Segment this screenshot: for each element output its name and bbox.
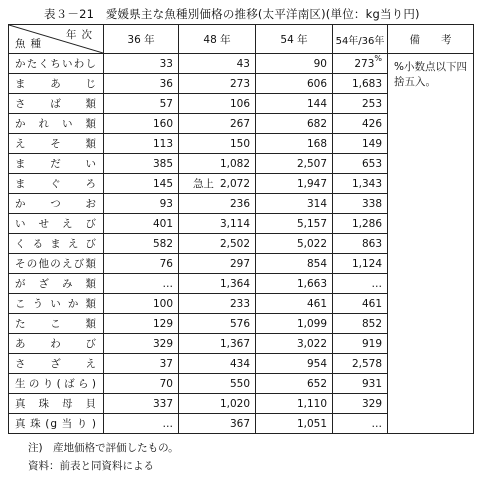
column-header-ratio: 54年/36年 bbox=[333, 25, 388, 54]
value-y54 bbox=[256, 254, 333, 274]
cell-value: 338 bbox=[361, 197, 382, 210]
species-name: 真珠母貝 bbox=[9, 394, 104, 414]
value-y48 bbox=[179, 254, 256, 274]
value-y48 bbox=[179, 54, 256, 74]
value-ratio bbox=[333, 194, 388, 214]
value-y54 bbox=[256, 134, 333, 154]
cell-value: 57 bbox=[159, 97, 173, 110]
value-ratio bbox=[333, 54, 388, 74]
value-ratio bbox=[333, 214, 388, 234]
cell-value: 273 bbox=[354, 57, 375, 70]
corner-header bbox=[9, 25, 104, 54]
cell-value: 100 bbox=[152, 297, 173, 310]
species-name: えそ類 bbox=[9, 134, 104, 154]
value-y36 bbox=[104, 254, 179, 274]
cell-value: 1,364 bbox=[219, 277, 250, 290]
value-y36 bbox=[104, 234, 179, 254]
cell-value: 329 bbox=[152, 337, 173, 350]
price-table bbox=[8, 24, 474, 434]
value-y36 bbox=[104, 334, 179, 354]
species-name: まだい bbox=[9, 154, 104, 174]
value-y54 bbox=[256, 234, 333, 254]
value-y54 bbox=[256, 54, 333, 74]
cell-value: 1,099 bbox=[296, 317, 327, 330]
value-y36 bbox=[104, 174, 179, 194]
cell-value: 113 bbox=[152, 137, 173, 150]
value-ratio bbox=[333, 334, 388, 354]
cell-value: 236 bbox=[229, 197, 250, 210]
prefix-annotation: 急上 bbox=[192, 178, 214, 190]
cell-value: 606 bbox=[306, 77, 327, 90]
value-y36 bbox=[104, 314, 179, 334]
table-title: 表３－21 愛媛県主な魚種別価格の推移(太平洋南区)(単位：kg当り円) bbox=[44, 7, 420, 21]
table-row bbox=[9, 54, 474, 74]
cell-value: 653 bbox=[361, 157, 382, 170]
species-name: かたくちいわし bbox=[9, 54, 104, 74]
source-line: 資料：前表と同資料による bbox=[28, 460, 154, 472]
cell-value: 1,286 bbox=[351, 217, 382, 230]
value-y48 bbox=[179, 334, 256, 354]
cell-value: 3,114 bbox=[219, 217, 250, 230]
species-name: さざえ bbox=[9, 354, 104, 374]
cell-value: 43 bbox=[236, 57, 250, 70]
cell-value: 144 bbox=[306, 97, 327, 110]
species-name: くるまえび bbox=[9, 234, 104, 254]
value-ratio bbox=[333, 134, 388, 154]
value-y48 bbox=[179, 374, 256, 394]
value-y36 bbox=[104, 374, 179, 394]
cell-value: 582 bbox=[152, 237, 173, 250]
value-y54 bbox=[256, 414, 333, 434]
cell-value: 93 bbox=[159, 197, 173, 210]
cell-value: 337 bbox=[152, 397, 173, 410]
cell-value: 461 bbox=[306, 297, 327, 310]
corner-top-label: 年次 bbox=[66, 29, 97, 41]
value-y54 bbox=[256, 74, 333, 94]
column-header-36: 36 年 bbox=[104, 25, 179, 54]
corner-bottom-label: 魚種 bbox=[15, 38, 46, 50]
value-y48 bbox=[179, 354, 256, 374]
cell-value: 76 bbox=[159, 257, 173, 270]
cell-value: 5,022 bbox=[296, 237, 327, 250]
cell-value: 1,683 bbox=[351, 77, 382, 90]
value-ratio bbox=[333, 94, 388, 114]
cell-value: … bbox=[162, 417, 173, 430]
cell-value: 2,578 bbox=[351, 357, 382, 370]
cell-value: 652 bbox=[306, 377, 327, 390]
cell-value: 1,082 bbox=[219, 157, 250, 170]
remarks-cell bbox=[388, 54, 474, 434]
cell-value: 37 bbox=[159, 357, 173, 370]
value-y54 bbox=[256, 274, 333, 294]
cell-value: 70 bbox=[159, 377, 173, 390]
cell-value: 854 bbox=[306, 257, 327, 270]
cell-value: 852 bbox=[361, 317, 382, 330]
value-y54 bbox=[256, 154, 333, 174]
species-name: がざみ類 bbox=[9, 274, 104, 294]
cell-value: 2,072 bbox=[219, 178, 250, 190]
value-y48 bbox=[179, 274, 256, 294]
value-y54 bbox=[256, 314, 333, 334]
cell-value: 33 bbox=[159, 57, 173, 70]
cell-value: 233 bbox=[229, 297, 250, 310]
cell-value: 1,663 bbox=[296, 277, 327, 290]
value-y54 bbox=[256, 294, 333, 314]
cell-value: 129 bbox=[152, 317, 173, 330]
cell-value: 329 bbox=[361, 397, 382, 410]
cell-value: 36 bbox=[159, 77, 173, 90]
cell-value: 1,947 bbox=[296, 177, 327, 190]
species-name: いせえび bbox=[9, 214, 104, 234]
cell-value: 919 bbox=[361, 337, 382, 350]
cell-value: 863 bbox=[361, 237, 382, 250]
value-y48 bbox=[179, 134, 256, 154]
cell-value: 576 bbox=[229, 317, 250, 330]
value-ratio bbox=[333, 274, 388, 294]
value-y48 bbox=[179, 294, 256, 314]
value-y54 bbox=[256, 94, 333, 114]
cell-value: 253 bbox=[361, 97, 382, 110]
cell-value: 954 bbox=[306, 357, 327, 370]
cell-value: … bbox=[371, 277, 382, 290]
value-ratio bbox=[333, 174, 388, 194]
cell-value: 434 bbox=[229, 357, 250, 370]
value-y48 bbox=[179, 314, 256, 334]
cell-value: 3,022 bbox=[296, 337, 327, 350]
cell-value: 150 bbox=[229, 137, 250, 150]
value-y36 bbox=[104, 74, 179, 94]
cell-value: 1,020 bbox=[219, 397, 250, 410]
cell-value: 314 bbox=[306, 197, 327, 210]
species-name: かれい類 bbox=[9, 114, 104, 134]
value-y36 bbox=[104, 114, 179, 134]
column-header-48: 48 年 bbox=[179, 25, 256, 54]
value-ratio bbox=[333, 114, 388, 134]
species-name: あわび bbox=[9, 334, 104, 354]
value-y36 bbox=[104, 54, 179, 74]
value-y36 bbox=[104, 274, 179, 294]
value-y48 bbox=[179, 234, 256, 254]
column-header-54: 54 年 bbox=[256, 25, 333, 54]
species-name: 真珠(g当り) bbox=[9, 414, 104, 434]
species-name: さば類 bbox=[9, 94, 104, 114]
species-name: かつお bbox=[9, 194, 104, 214]
value-ratio bbox=[333, 394, 388, 414]
value-ratio bbox=[333, 254, 388, 274]
cell-value: 2,502 bbox=[219, 237, 250, 250]
value-y36 bbox=[104, 414, 179, 434]
species-name: こういか類 bbox=[9, 294, 104, 314]
species-name: まぐろ bbox=[9, 174, 104, 194]
value-y54 bbox=[256, 354, 333, 374]
value-y54 bbox=[256, 394, 333, 414]
value-y54 bbox=[256, 214, 333, 234]
value-y48 bbox=[179, 394, 256, 414]
value-y36 bbox=[104, 394, 179, 414]
cell-value: 297 bbox=[229, 257, 250, 270]
value-y54 bbox=[256, 334, 333, 354]
value-y36 bbox=[104, 354, 179, 374]
value-ratio bbox=[333, 354, 388, 374]
value-y36 bbox=[104, 134, 179, 154]
cell-value: 682 bbox=[306, 117, 327, 130]
cell-value: 1,110 bbox=[296, 397, 327, 410]
value-y48 bbox=[179, 194, 256, 214]
cell-value: 2,507 bbox=[296, 157, 327, 170]
value-y48 bbox=[179, 154, 256, 174]
value-y36 bbox=[104, 194, 179, 214]
value-y36 bbox=[104, 154, 179, 174]
value-ratio bbox=[333, 234, 388, 254]
value-ratio bbox=[333, 414, 388, 434]
value-y48 bbox=[179, 74, 256, 94]
cell-value: 273 bbox=[229, 77, 250, 90]
cell-value: 1,367 bbox=[219, 337, 250, 350]
cell-value: 385 bbox=[152, 157, 173, 170]
value-y54 bbox=[256, 374, 333, 394]
value-ratio bbox=[333, 154, 388, 174]
cell-value: 267 bbox=[229, 117, 250, 130]
value-y36 bbox=[104, 294, 179, 314]
remark-mark: % bbox=[394, 61, 404, 73]
column-header-remarks: 備 考 bbox=[388, 25, 474, 54]
value-ratio bbox=[333, 374, 388, 394]
cell-value: 367 bbox=[229, 417, 250, 430]
value-y48 bbox=[179, 414, 256, 434]
note-line: 注) 産地価格で評価したもの。 bbox=[28, 442, 179, 454]
cell-value: 401 bbox=[152, 217, 173, 230]
cell-value: 931 bbox=[361, 377, 382, 390]
percent-mark: % bbox=[374, 53, 382, 63]
cell-value: 550 bbox=[229, 377, 250, 390]
species-name: その他のえび類 bbox=[9, 254, 104, 274]
cell-value: 426 bbox=[361, 117, 382, 130]
cell-value: 160 bbox=[152, 117, 173, 130]
cell-value: … bbox=[162, 277, 173, 290]
remark-text: 小数点以下四捨五入。 bbox=[394, 61, 467, 88]
header-row bbox=[9, 25, 474, 54]
cell-value: 90 bbox=[313, 57, 327, 70]
species-name: 生のり(ばら) bbox=[9, 374, 104, 394]
cell-value: 145 bbox=[152, 177, 173, 190]
species-name: まあじ bbox=[9, 74, 104, 94]
cell-value: 5,157 bbox=[296, 217, 327, 230]
cell-value: 168 bbox=[306, 137, 327, 150]
value-y54 bbox=[256, 194, 333, 214]
value-y48 bbox=[179, 114, 256, 134]
value-ratio bbox=[333, 74, 388, 94]
cell-value: 461 bbox=[361, 297, 382, 310]
value-y54 bbox=[256, 174, 333, 194]
value-y54 bbox=[256, 114, 333, 134]
cell-value: 1,124 bbox=[351, 257, 382, 270]
value-y48 bbox=[179, 214, 256, 234]
cell-value: 106 bbox=[229, 97, 250, 110]
value-ratio bbox=[333, 314, 388, 334]
cell-value: 149 bbox=[361, 137, 382, 150]
value-y48 bbox=[179, 94, 256, 114]
value-ratio bbox=[333, 294, 388, 314]
cell-value: 1,051 bbox=[296, 417, 327, 430]
value-y48 bbox=[179, 174, 256, 194]
value-y36 bbox=[104, 94, 179, 114]
species-name: たこ類 bbox=[9, 314, 104, 334]
table-body bbox=[9, 54, 474, 434]
cell-value: … bbox=[371, 417, 382, 430]
cell-value: 1,343 bbox=[351, 177, 382, 190]
value-y36 bbox=[104, 214, 179, 234]
